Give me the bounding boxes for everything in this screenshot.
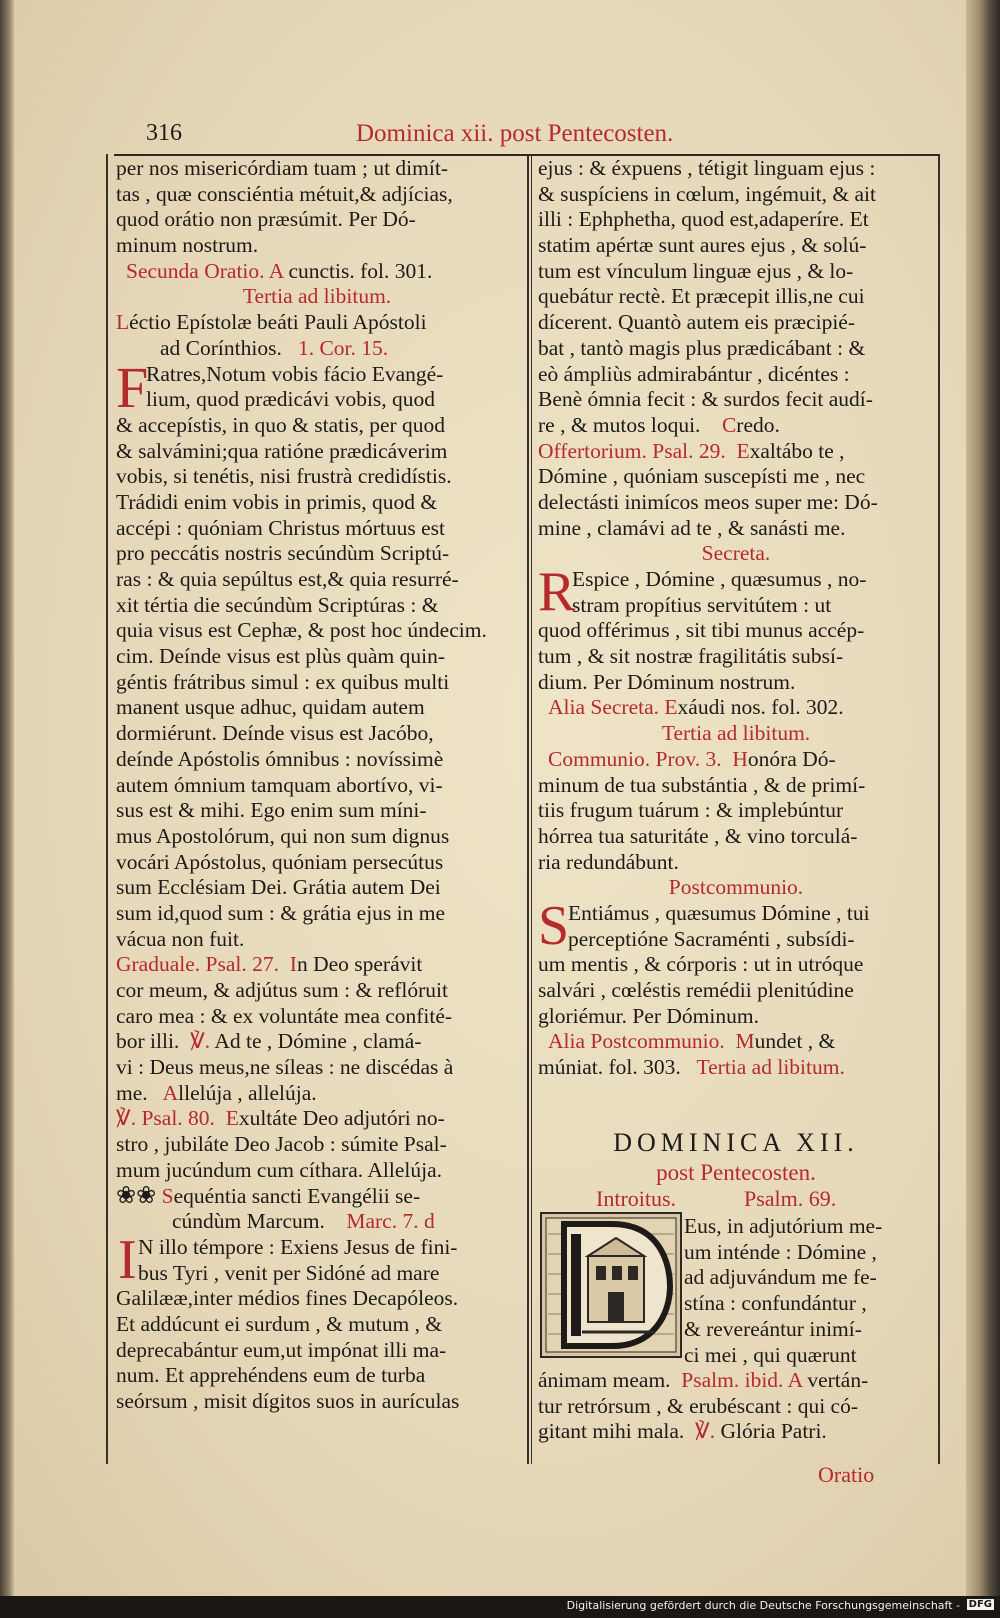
text-line: mum jucúndum cum cíthara. Allelúja.	[116, 1157, 443, 1182]
text-line: dium. Per Dóminum nostrum.	[538, 669, 796, 694]
rubric-initial: E	[736, 438, 750, 463]
text-run: ánimam meam.	[538, 1368, 671, 1392]
text-line: Galilææ,inter médios fines Decapóleos.	[116, 1286, 459, 1311]
text-line: Dómine , quóniam suscepísti me , nec	[538, 464, 866, 489]
book-gutter	[0, 0, 14, 1618]
ad-corinthios-line	[116, 336, 518, 362]
text-line: Et addúcunt ei surdum , & mutum , &	[116, 1311, 443, 1336]
text-line: per nos misericórdiam tuam ; ut dimít-	[116, 156, 448, 180]
text-run: bor illi.	[116, 1029, 180, 1054]
text-line: num. Et apprehéndens eum de turba	[116, 1363, 426, 1388]
text-line: sum id,quod sum : & grátia ejus in me	[116, 900, 446, 925]
text-run: N illo témpore : Exiens Jesus de fini-	[138, 1234, 458, 1259]
funding-notice: Digitalisierung gefördert durch die Deutsche Forschungsgemeinschaft -	[566, 1599, 960, 1612]
text-line: ad adjuvándum me fe-	[684, 1265, 877, 1290]
communio-line	[538, 747, 934, 773]
text-run: equéntia sancti Evangélii se-	[173, 1183, 421, 1208]
alia-secreta-line	[538, 695, 934, 721]
text-run: Ad te , Dómine , clamá-	[210, 1029, 422, 1054]
tertia-ad-libitum: Tertia ad libitum.	[242, 284, 392, 309]
fleuron-ornament-icon: ❀❀	[116, 1182, 157, 1209]
rubric-label: Psalm. ibid.	[681, 1368, 784, 1392]
dfg-logo-icon: DFG	[968, 1599, 992, 1610]
text-line: mus Apostolórum, qui non sum dignus	[116, 823, 450, 848]
text-run: éctio Epístolæ beáti Pauli Apóstoli	[129, 310, 427, 335]
text-line: Benè ómnia fecit : & surdos fecit audí-	[538, 387, 873, 412]
text-line: caro mea : & ex voluntáte mea confité-	[116, 1003, 453, 1028]
rubric-initial: A	[787, 1368, 802, 1392]
text-line: lium, quod prædicávi vobis, quod	[146, 387, 436, 412]
text-line: ria redundábunt.	[538, 849, 679, 874]
alia-postcommunio-line	[538, 1029, 934, 1055]
introit-text	[684, 1214, 936, 1368]
text-run: Entiámus , quæsumus Dómine , tui	[568, 900, 870, 925]
psalm-ibid-line	[538, 1368, 934, 1394]
text-run: xaltábo te ,	[749, 438, 845, 463]
decorated-initial-D-icon	[540, 1212, 682, 1358]
text-line: ras : & quia sepúltus est,& quia resurré-	[116, 567, 459, 591]
drop-cap-R: R	[538, 561, 576, 623]
text-line: quod offérimus , sit tibi munus accép-	[538, 618, 865, 643]
text-line: statim apértæ sunt aures ejus , & solú-	[538, 233, 867, 258]
text-line: manent usque adhuc, quidam autem	[116, 695, 425, 720]
drop-cap-I: I	[118, 1228, 137, 1291]
introitus-label: Introitus.	[596, 1186, 677, 1211]
rubric-label: Alia Secreta.	[548, 695, 660, 720]
text-line: quod orátio non præsúmit. Per Dó-	[116, 207, 416, 232]
text-line: pro peccátis nostris secúndùm Scriptú-	[116, 541, 450, 566]
text-line: um mentis , & córporis : ut in utróque	[538, 952, 864, 977]
text-run: vertán-	[801, 1368, 869, 1392]
postcommunio-heading: Postcommunio.	[668, 875, 804, 900]
graduale-line	[116, 952, 518, 978]
rubric-initial: L	[116, 310, 130, 335]
page-edge	[966, 0, 1000, 1618]
text-line: quebátur rectè. Et præcepit illis,ne cui	[538, 284, 865, 309]
text-line: quia visus est Cephæ, & post hoc úndecim.	[116, 618, 487, 643]
rubric-initial: S	[161, 1183, 174, 1208]
text-line: ci mei , qui quærunt	[684, 1342, 857, 1367]
text-run: Espice , Dómine , quæsumus , no-	[572, 567, 867, 591]
text-line: tiis frugum tuárum : & implebúntur	[538, 798, 844, 823]
marcum-line	[116, 1209, 518, 1235]
frame-left-rule	[106, 154, 108, 1464]
text-run: redo.	[736, 412, 780, 437]
text-run: cunctis. fol. 301.	[283, 258, 433, 283]
lectio-line	[116, 310, 518, 336]
text-line: vácua non fuit.	[116, 926, 245, 951]
text-line: eò ámpliùs admirabántur , dicéntes :	[538, 361, 850, 386]
text-line: perceptióne Sacraménti , subsídi-	[568, 926, 855, 951]
secunda-oratio-line	[116, 259, 518, 285]
text-line: accépi : quóniam Christus mórtuus est	[116, 515, 446, 540]
text-line: stro , jubiláte Deo Jacob : súmite Psal-	[116, 1132, 447, 1157]
versicle-symbol: ℣.	[190, 1029, 211, 1054]
rubric-label: Communio. Prov. 3.	[548, 746, 722, 771]
text-line: vi : Deus meus,ne síleas : ne discédas à	[116, 1055, 454, 1080]
credo-line	[538, 413, 934, 439]
text-line: autem ómnium tamquam abortívo, vi-	[116, 772, 443, 797]
text-run: llelúja , allelúja.	[178, 1080, 317, 1105]
page-number: 316	[146, 120, 182, 146]
text-run: onóra Dó-	[747, 746, 836, 771]
text-line: mine , clamávi ad te , & sanásti me.	[538, 515, 846, 540]
rubric-label: Secunda Oratio.	[126, 258, 265, 283]
right-column	[538, 156, 934, 1081]
rubric-label: Alia Postcommunio.	[548, 1029, 725, 1054]
scripture-reference: Marc. 7. d	[346, 1209, 435, 1234]
drop-cap-F: F	[116, 354, 149, 420]
versicle-line	[116, 1029, 518, 1055]
text-line: tur retrórsum , & erubéscant : qui có-	[538, 1393, 859, 1418]
column-divider-inner	[531, 154, 532, 1464]
text-line: tum , & sit nostræ fragilitátis subsí-	[538, 644, 844, 669]
text-line: minum nostrum.	[116, 233, 259, 258]
text-line: bus Tyri , venit per Sidóné ad mare	[138, 1260, 440, 1285]
text-line: & suspíciens in cœlum, ingémuit, & ait	[538, 181, 876, 206]
text-line: um inténde : Dómine ,	[684, 1239, 877, 1264]
versicle-symbol: ℣.	[695, 1419, 716, 1444]
text-line: stram propítius servitútem : ut	[572, 592, 832, 617]
scripture-reference: 1. Cor. 15.	[297, 335, 389, 360]
text-line: sum Ecclésiam Dei. Grátia autem Dei	[116, 875, 441, 900]
text-line: hórrea tua saturitáte , & vino torculá-	[538, 823, 858, 848]
text-line: vocári Apóstolus, quóniam persecútus	[116, 849, 444, 874]
text-line: tas , quæ consciéntia métuit,& adjícias,	[116, 181, 453, 206]
text-line: Eus, in adjutórium me-	[684, 1214, 883, 1238]
text-line: & salvámini;qua ratióne prædicáverim	[116, 438, 448, 463]
rubric-initial: I	[289, 952, 297, 977]
section-title: DOMINICA XII.	[613, 1128, 859, 1157]
gloria-line	[538, 1419, 934, 1445]
text-line: dícerent. Quantò autem eis præcipié-	[538, 310, 856, 335]
tertia-ad-libitum: Tertia ad libitum.	[661, 721, 811, 746]
text-run: xultáte Deo adjutóri no-	[238, 1106, 445, 1131]
text-line: sus est & mihi. Ego enim sum míni-	[116, 798, 427, 823]
column-divider	[527, 154, 529, 1464]
rubric-initial: A	[162, 1080, 179, 1105]
text-line: & revereántur inimí-	[684, 1316, 862, 1341]
drop-cap-S: S	[538, 894, 570, 957]
alleluja-line	[116, 1081, 518, 1107]
rubric-label: Offertorium. Psal. 29.	[538, 438, 726, 463]
text-line: ejus : & éxpuens , tétigit linguam ejus :	[538, 156, 876, 180]
text-line: deprecabántur eum,ut impónat illi ma-	[116, 1337, 447, 1362]
text-run: xáudi nos. fol. 302.	[677, 695, 844, 720]
running-title: Dominica xii. post Pentecosten.	[356, 120, 674, 147]
tertia-ad-libitum: Tertia ad libitum.	[696, 1055, 845, 1080]
text-line: dormiérunt. Deínde visus est Jacóbo,	[116, 721, 434, 746]
text-line: bat , tantò magis plus prædicábant : &	[538, 335, 866, 360]
left-column	[116, 156, 518, 1415]
text-run: ad Corínthios.	[160, 335, 282, 360]
text-run: Ratres,Notum vobis fácio Evangé-	[146, 361, 444, 386]
text-run: n Deo sperávit	[296, 952, 423, 977]
text-line: vobis, si tenétis, nisi frustrà credidístis.	[116, 464, 452, 489]
text-line: salvári , cœléstis remédii plenitúdine	[538, 978, 854, 1002]
text-line: gloriémur. Per Dóminum.	[538, 1003, 759, 1028]
offertorium-line	[538, 439, 934, 465]
catchword: Oratio	[818, 1462, 875, 1487]
text-run: cúndùm Marcum.	[172, 1209, 325, 1234]
text-line: illi : Ephphetha, quod est,adaperíre. Et	[538, 207, 869, 232]
introit-tail	[538, 1368, 934, 1445]
text-line: & accepístis, in quo & statis, per quod	[116, 412, 446, 437]
frame-right-rule	[938, 154, 940, 1464]
rubric-initial: H	[732, 746, 748, 771]
psalm-reference: Psalm. 69.	[744, 1186, 837, 1211]
text-run: Glória Patri.	[715, 1419, 827, 1444]
text-line: cim. Deínde visus est plùs quàm quin-	[116, 644, 446, 669]
text-run: undet , &	[754, 1029, 836, 1054]
text-line: xit tértia die secúndùm Scriptúras : &	[116, 592, 439, 617]
scripture-reference: ℣. Psal. 80.	[116, 1106, 215, 1131]
rubric-initial: E	[225, 1106, 239, 1131]
rubric-initial: A	[268, 258, 284, 283]
muniat-line	[538, 1055, 934, 1081]
decorated-initial-D-icon	[542, 1214, 680, 1356]
text-line: delectásti inimícos meos super me: Dó-	[538, 489, 878, 514]
rubric-initial: C	[721, 412, 737, 437]
text-line: Trádidi enim vobis in primis, quod &	[116, 489, 438, 514]
text-line: géntis frátribus simul : ex quibus multi	[116, 669, 450, 694]
text-line: stína : confundántur ,	[684, 1291, 867, 1316]
rubric-label: Graduale. Psal. 27.	[116, 952, 280, 977]
text-line: cor meum, & adjútus sum : & reflóruit	[116, 978, 449, 1002]
text-run: gitant mihi mala.	[538, 1419, 685, 1444]
text-run: me.	[116, 1080, 148, 1105]
secreta-heading: Secreta.	[701, 541, 771, 566]
text-run: múniat. fol. 303.	[538, 1055, 681, 1080]
text-line: minum de tua substántia , & de primí-	[538, 772, 866, 797]
text-line: tum est vínculum linguæ ejus , & lo-	[538, 258, 854, 283]
psal80-line	[116, 1106, 518, 1132]
rubric-initial: M	[735, 1029, 755, 1054]
rubric-initial: E	[664, 695, 678, 720]
sequentia-line	[116, 1184, 518, 1210]
text-line: seórsum , misit dígitos suos in aurículas	[116, 1389, 460, 1413]
section-subtitle: post Pentecosten.	[656, 1160, 816, 1185]
text-line: deínde Apóstolis ómnibus : novíssimè	[116, 746, 444, 771]
text-run: re , & mutos loqui.	[538, 412, 701, 437]
